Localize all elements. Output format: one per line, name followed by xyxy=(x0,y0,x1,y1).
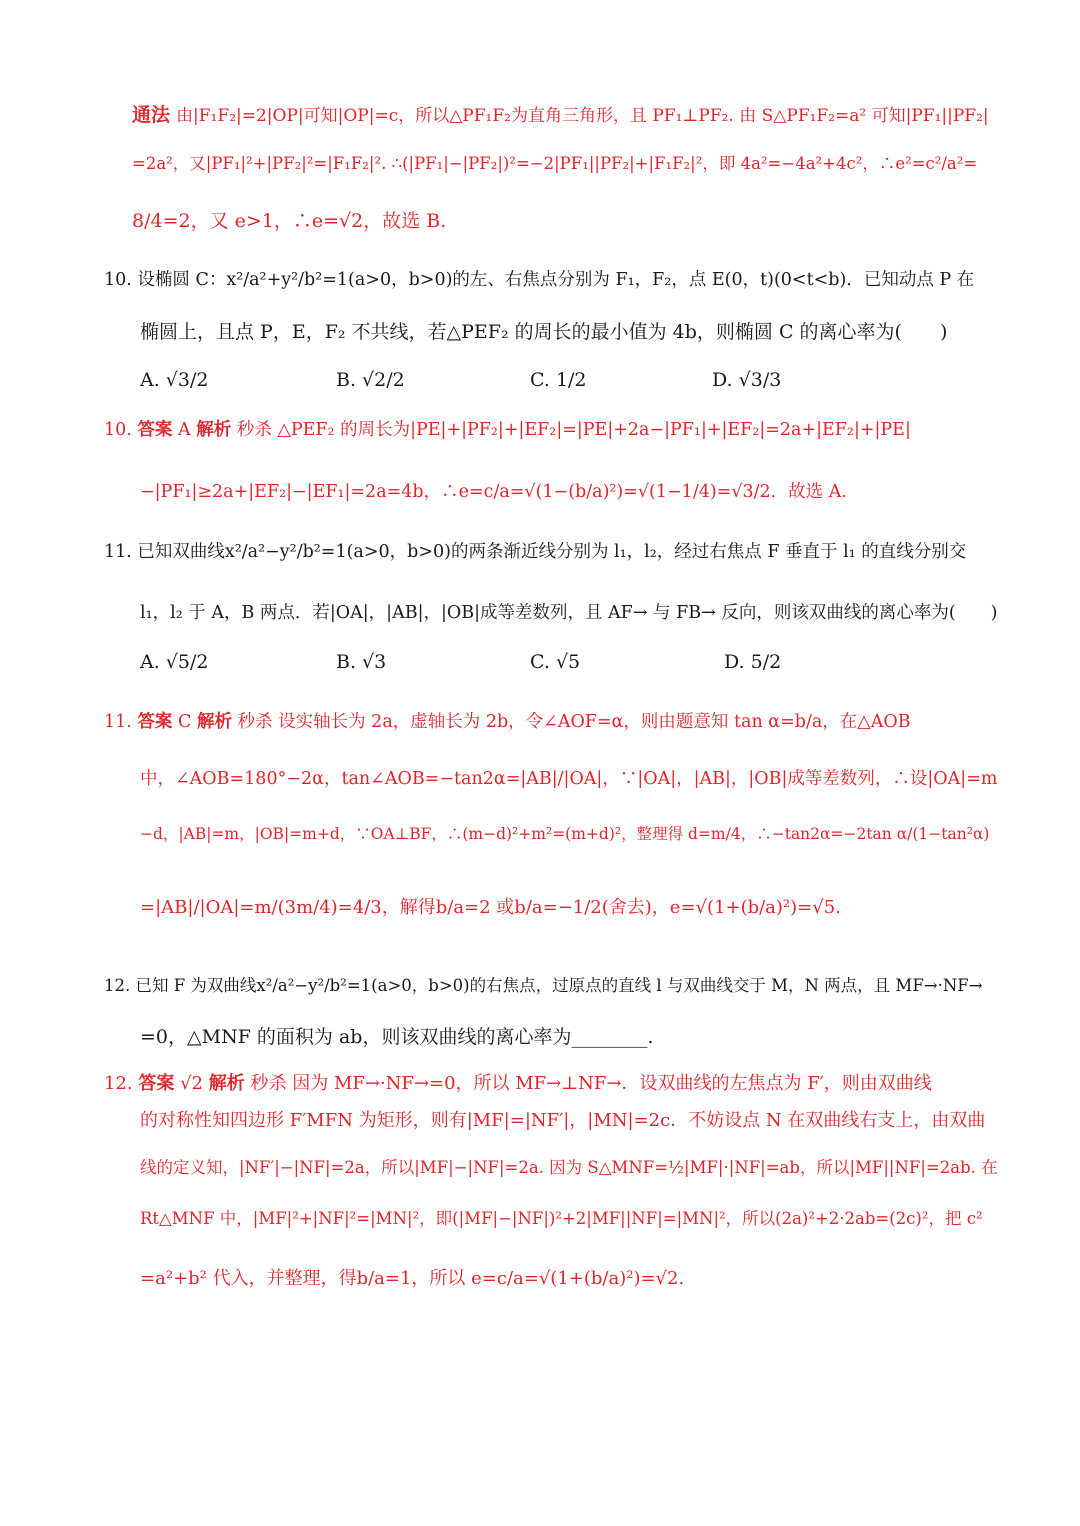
method-text-2: =2a²，又|PF₁|²+|PF₂|²=|F₁F₂|². ∴(|PF₁|−|PF₂|)²=−2|PF₁||PF₂|+|F₁F₂|²，即 4a²=−4a²+4c²，∴e²=c²/a²= xyxy=(132,154,978,173)
a10-answer-label: 答案 xyxy=(137,420,173,440)
q12-text-1: 12. 已知 F 为双曲线x²/a²−y²/b²=1(a>0，b>0)的右焦点，过原点的直线 l 与双曲线交于 M，N 两点，且 MF→·NF→ xyxy=(104,976,983,995)
q10-text-2: 椭圆上，且点 P，E，F₂ 不共线，若△PEF₂ 的周长的最小值为 4b，则椭圆 C 的离心率为( ) xyxy=(140,321,948,343)
q10-option-b: B. √2/2 xyxy=(336,369,405,391)
a10-answer: A xyxy=(178,420,191,440)
a12-text-2: 的对称性知四边形 F′MFN 为矩形，则有|MF|=|NF′|，|MN|=2c．不妨设点 N 在双曲线右支上，由双曲 xyxy=(140,1110,986,1131)
q11-text-1: 11. 已知双曲线x²/a²−y²/b²=1(a>0，b>0)的两条渐近线分别为 l₁，l₂，经过右焦点 F 垂直于 l₁ 的直线分别交 xyxy=(104,542,967,562)
q10-line-1 xyxy=(104,268,974,292)
a12-line-3 xyxy=(140,1156,998,1180)
a10-text-2: −|PF₁|≥2a+|EF₂|−|EF₁|=2a=4b，∴e=c/a=√(1−(b/a)²)=√(1−1/4)=√3/2．故选 A. xyxy=(140,482,847,502)
a10-quick-label: 秒杀 xyxy=(236,420,272,440)
a11-text-2: 中，∠AOB=180°−2α，tan∠AOB=−tan2α=|AB|/|OA|，∵|OA|，|AB|，|OB|成等差数列，∴设|OA|=m xyxy=(140,769,998,789)
q11-option-b: B. √3 xyxy=(336,651,387,673)
q10-option-c: C. 1/2 xyxy=(530,369,587,391)
q12-line-1 xyxy=(104,974,983,998)
q11-line-2 xyxy=(140,601,998,625)
a12-text-5: =a²+b² 代入，并整理，得b/a=1，所以 e=c/a=√(1+(b/a)²)=√2. xyxy=(140,1268,685,1289)
a11-line-3 xyxy=(140,822,989,846)
a11-line-1 xyxy=(104,710,911,734)
a11-text-1: 设实轴长为 2a，虚轴长为 2b，令∠AOF=α，则由题意知 tan α=b/a，在△AOB xyxy=(278,712,911,732)
a11-line-4 xyxy=(140,896,841,920)
a12-line-4 xyxy=(140,1207,983,1231)
a11-quick-label: 秒杀 xyxy=(237,712,273,732)
method-line-2 xyxy=(132,152,977,176)
a12-text-4: Rt△MNF 中，|MF|²+|NF|²=|MN|²，即(|MF|−|NF|)²+2|MF||NF|=|MN|²，所以(2a)²+2·2ab=(2c)²，把 c² xyxy=(140,1209,983,1228)
a10-analysis-label: 解析 xyxy=(196,420,232,440)
q12-line-2 xyxy=(140,1025,654,1049)
a11-line-2 xyxy=(140,767,997,791)
a12-analysis-label: 解析 xyxy=(208,1073,245,1094)
q11-text-2: l₁，l₂ 于 A，B 两点．若|OA|，|AB|，|OB|成等差数列，且 AF→ 与 FB→ 反向，则该双曲线的离心率为( ) xyxy=(140,603,998,623)
a11-text-3: −d，|AB|=m，|OB|=m+d，∵OA⊥BF，∴(m−d)²+m²=(m+d)²，整理得 d=m/4，∴−tan2α=−2tan α/(1−tan²α) xyxy=(140,825,990,843)
q10-text-1: 10. 设椭圆 C：x²/a²+y²/b²=1(a>0，b>0)的左、右焦点分别为 F₁，F₂，点 E(0，t)(0<t<b)．已知动点 P 在 xyxy=(104,270,975,290)
q10-option-a: A. √3/2 xyxy=(140,369,209,391)
a11-answer-label: 答案 xyxy=(137,712,173,732)
method-text-3: 8/4=2，又 e>1，∴e=√2，故选 B. xyxy=(132,210,447,232)
method-line-1 xyxy=(132,103,989,128)
method-label: 通法 xyxy=(132,104,171,126)
q11-option-c: C. √5 xyxy=(530,651,581,673)
a10-line-1 xyxy=(104,418,911,442)
a11-analysis-label: 解析 xyxy=(196,712,232,732)
method-line-3 xyxy=(132,209,446,233)
a12-line-2 xyxy=(140,1109,985,1133)
a12-text-3: 线的定义知，|NF′|−|NF|=2a，所以|MF|−|NF|=2a. 因为 S△MNF=½|MF|·|NF|=ab，所以|MF||NF|=2ab. 在 xyxy=(140,1158,998,1177)
a11-answer: C xyxy=(178,712,192,732)
a10-text-1: △PEF₂ 的周长为|PE|+|PF₂|+|EF₂|=|PE|+2a−|PF₁|+|EF₂|=2a+|EF₂|+|PE| xyxy=(277,420,911,440)
a12-text-1: 因为 MF→·NF→=0，所以 MF→⊥NF→．设双曲线的左焦点为 F′，则由双曲线 xyxy=(292,1073,932,1094)
q10-option-d: D. √3/3 xyxy=(712,369,782,391)
a12-number: 12. xyxy=(104,1073,133,1094)
method-text-1: 由|F₁F₂|=2|OP|可知|OP|=c，所以△PF₁F₂为直角三角形，且 PF₁⊥PF₂. 由 S△PF₁F₂=a² 可知|PF₁||PF₂| xyxy=(176,106,989,126)
q10-line-2 xyxy=(140,320,947,344)
a10-line-2 xyxy=(140,480,847,504)
a12-answer-label: 答案 xyxy=(138,1073,175,1094)
a12-answer: √2 xyxy=(180,1073,204,1094)
a11-number: 11. xyxy=(104,712,132,732)
a10-number: 10. xyxy=(104,420,132,440)
a12-quick-label: 秒杀 xyxy=(250,1073,287,1094)
a12-line-5 xyxy=(140,1267,684,1291)
a12-line-1 xyxy=(104,1072,932,1096)
q11-option-d: D. 5/2 xyxy=(724,651,782,673)
a11-text-4: =|AB|/|OA|=m/(3m/4)=4/3，解得b/a=2 或b/a=−1/2(舍去)，e=√(1+(b/a)²)=√5. xyxy=(140,897,841,918)
q11-option-a: A. √5/2 xyxy=(140,651,209,673)
q12-text-2: =0，△MNF 的面积为 ab，则该双曲线的离心率为________. xyxy=(140,1026,654,1048)
q11-line-1 xyxy=(104,540,966,564)
